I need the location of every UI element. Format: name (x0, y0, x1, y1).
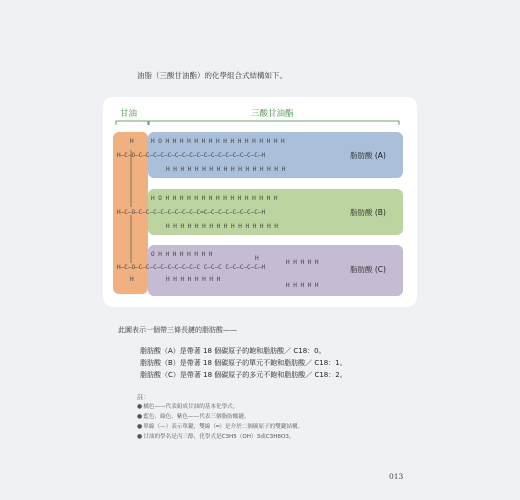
diagram-svg (103, 97, 417, 307)
note-text: 橘色——代表組成甘油的基本化學式。 (143, 404, 239, 410)
note-item (137, 432, 303, 442)
chain-c-top-atoms: O H H H H H H H H (151, 251, 213, 258)
chain-c-glycerol-h: H (130, 276, 134, 283)
triglyceride-label: 三酸甘油酯 (251, 109, 294, 119)
acid-b-description: 脂肪酸（B）是帶著 18 個碳原子的單元不飽和脂肪酸／ C18：1。 (140, 359, 347, 367)
note-text: 單線（—）表示單鍵，雙線（═）是介於二個碳原子的雙鍵結構。 (143, 424, 304, 430)
intro-text: 油脂（三酸甘油酯）的化學組合式結構如下。 (137, 71, 287, 80)
acid-c-description: 脂肪酸（C）是帶著 18 個碳原子的多元不飽和脂肪酸／ C18：2。 (140, 371, 347, 379)
chain-a-top-h: H (130, 138, 134, 145)
notes-title: 註： (137, 393, 150, 401)
acid-a-description: 脂肪酸（A）是帶著 18 個碳原子的飽和脂肪酸／ C18：0。 (140, 347, 326, 355)
note-item (137, 422, 303, 432)
note-item (137, 412, 303, 422)
chain-c-label: 脂肪酸 (C) (350, 265, 386, 274)
chain-a-main: H–C–O–C–C–C–C–C–C–C–C–C–C–C–C–C–C–C–C–C–H (117, 152, 266, 159)
chain-a-top-atoms: H O H H H H H H H H H H H H H H H H H (151, 138, 285, 145)
chain-c-bottom-atoms: H H H H H H H H (166, 276, 221, 283)
glycerol-label: 甘油 (120, 109, 138, 119)
triglyceride-diagram (103, 97, 417, 307)
bullet-icon: ● (137, 403, 143, 410)
page-number: 013 (389, 472, 404, 481)
note-item (137, 402, 303, 412)
chain-c-right-top-atoms: H H H H H (286, 259, 319, 266)
bullet-icon: ● (137, 413, 143, 420)
triglyceride-bracket (149, 121, 399, 125)
chain-a-bottom-atoms: H H H H H H H H H H H H H H H H H (166, 166, 286, 173)
note-text: 藍色、綠色、紫色——代表三個脂肪酸鏈。 (143, 414, 250, 420)
chain-b-label: 脂肪酸 (B) (350, 208, 386, 217)
notes-section (137, 392, 303, 442)
diagram-caption: 此圖表示一個帶三條長鏈的脂肪酸—— (118, 326, 237, 334)
chain-a-label: 脂肪酸 (A) (350, 151, 386, 160)
glycerol-bracket (116, 121, 148, 125)
note-text: 甘油的學名是丙三醇，化學式是C3H5（OH）3或C3H8O3。 (143, 434, 295, 440)
acid-description-list (140, 345, 347, 381)
chain-b-top-atoms: H O H H H H H H H H H H H H H H H H (151, 195, 278, 202)
chain-c-right-bottom-atoms: H H H H H (286, 282, 319, 289)
bullet-icon: ● (137, 433, 143, 440)
chain-b-bottom-atoms: H H H H H H H H H H H H H H H H (166, 223, 278, 230)
chain-b-main: H–C–O–C–C–C–C–C–C–C–C–C=C–C–C–C–C–C–C–C–H (117, 209, 266, 216)
chain-c-main: H–C–O–C–C–C–C–C–C–C–C–C C–C–C C–C–C–C–C–H (117, 264, 266, 271)
bullet-icon: ● (137, 423, 143, 430)
chain-c-extra-h: H (255, 255, 259, 262)
